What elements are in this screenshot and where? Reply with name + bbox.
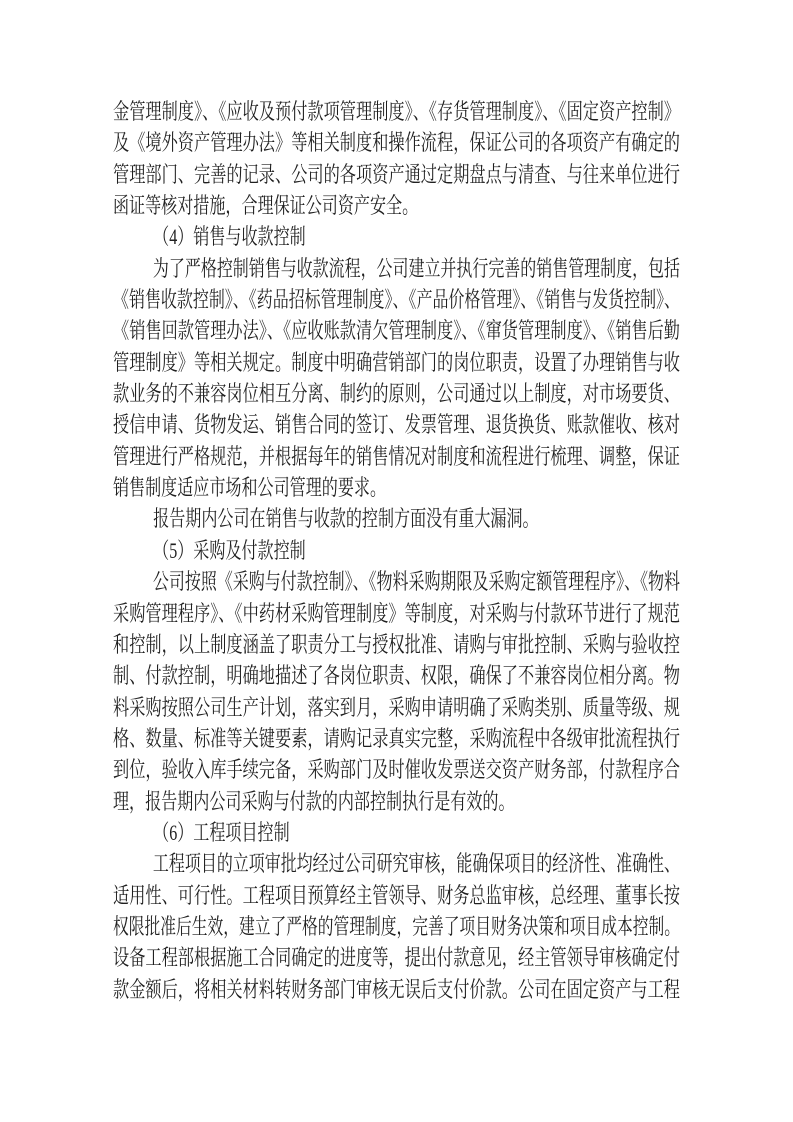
body-line: 为了严格控制销售与收款流程，公司建立并执行完善的销售管理制度，包括 [152,255,681,281]
body-line: 报告期内公司在销售与收款的控制方面没有重大漏洞。 [153,506,539,532]
body-line: 管理制度》等相关规定。制度中明确营销部门的岗位职责，设置了办理销售与收 [113,349,681,375]
body-line: 料采购按照公司生产计划，落实到月，采购申请明确了采购类别、质量等级、规 [113,694,681,720]
section-heading: （5）采购及付款控制 [153,537,306,563]
body-line: 《销售回款管理办法》、《应收账款清欠管理制度》、《窜货管理制度》、《销售后勤 [113,318,681,344]
body-line: 管理部门、完善的记录、公司的各项资产通过定期盘点与清查、与往来单位进行 [113,161,681,187]
body-line: 销售制度适应市场和公司管理的要求。 [113,475,387,501]
document-body [113,96,680,1005]
body-line: 采购管理程序》、《中药材采购管理制度》等制度，对采购与付款环节进行了规范 [113,600,681,626]
body-line: 权限批准后生效，建立了严格的管理制度，完善了项目财务决策和项目成本控制。 [113,913,681,939]
body-line: 格、数量、标准等关键要素，请购记录真实完整，采购流程中各级审批流程执行 [113,725,681,751]
body-line: 制、付款控制，明确地描述了各岗位职责、权限，确保了不兼容岗位相分离。物 [113,663,681,689]
body-line: 及《境外资产管理办法》等相关制度和操作流程，保证公司的各项资产有确定的 [113,130,681,156]
body-line: 管理进行严格规范，并根据每年的销售情况对制度和流程进行梳理、调整，保证 [113,443,681,469]
section-heading: （6）工程项目控制 [153,819,290,845]
body-line: 理，报告期内公司采购与付款的内部控制执行是有效的。 [113,788,515,814]
body-line: 适用性、可行性。工程项目预算经主管领导、财务总监审核，总经理、董事长按 [113,882,681,908]
body-line: 授信申请、货物发运、销售合同的签订、发票管理、退货换货、账款催收、核对 [113,412,681,438]
body-line: 款金额后，将相关材料转财务部门审核无误后支付价款。公司在固定资产与工程 [113,976,681,1002]
body-line: 工程项目的立项审批均经过公司研究审核，能确保项目的经济性、准确性、 [152,851,681,877]
body-line: 公司按照《采购与付款控制》、《物料采购期限及采购定额管理程序》、《物料 [152,569,681,595]
body-line: 设备工程部根据施工合同确定的进度等，提出付款意见，经主管领导审核确定付 [113,945,681,971]
body-line: 函证等核对措施，合理保证公司资产安全。 [113,193,419,219]
body-line: 《销售收款控制》、《药品招标管理制度》、《产品价格管理》、《销售与发货控制》、 [113,287,681,313]
section-heading: （4）销售与收款控制 [153,224,306,250]
body-line: 到位，验收入库手续完备，采购部门及时催收发票送交资产财务部，付款程序合 [113,757,681,783]
body-line: 和控制，以上制度涵盖了职责分工与授权批准、请购与审批控制、采购与验收控 [113,631,681,657]
body-line: 金管理制度》、《应收及预付款项管理制度》、《存货管理制度》、《固定资产控制》 [113,99,681,124]
body-line: 款业务的不兼容岗位相互分离、制约的原则，公司通过以上制度，对市场要货、 [113,381,681,407]
